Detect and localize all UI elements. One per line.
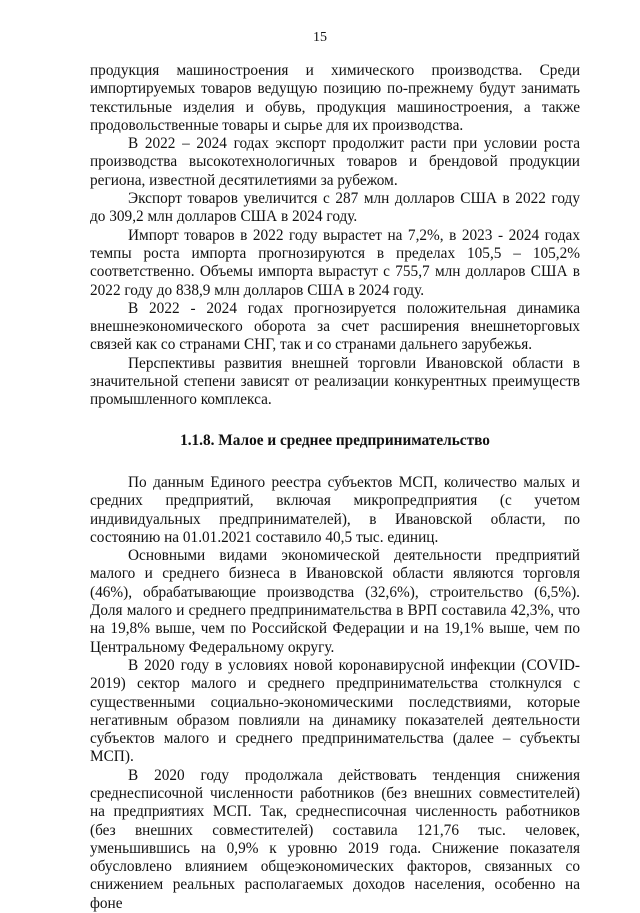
paragraph: Импорт товаров в 2022 году вырастет на 7,2%, в 2023 - 2024 годах темпы роста импорта прогнозируются в пределах 105,5 – 105,2% соответственно. Объемы импорта вырастут с 755,7 млн долларов США в 2022 году до 838,9 млн долларов США в 2024 году. xyxy=(90,226,580,299)
section-heading: 1.1.8. Малое и среднее предпринимательство xyxy=(180,431,490,449)
page-number: 15 xyxy=(313,30,327,45)
paragraph: В 2022 – 2024 годах экспорт продолжит расти при условии роста производства высокотехнологичных товаров и брендовой продукции региона, известной десятилетиями за рубежом. xyxy=(90,135,580,189)
paragraph: В 2020 году продолжала действовать тенденция снижения среднесписочной численности работников (без внешних совместителей) на предприятиях МСП. Так, среднесписочная численность работников (без внешних совместителей) составила 121,76 тыс. человек, уменьшившись на 0,9% к уровню 2019 года. Снижение показателя обусловлено влиянием общеэкономических факторов, связанных со снижением реальных располагаемых доходов населения, особенно на фоне xyxy=(90,766,580,912)
paragraph: Перспективы развития внешней торговли Ивановской области в значительной степени зависят от реализации конкурентных преимуществ промышленного комплекса. xyxy=(90,354,580,409)
paragraph: Основными видами экономической деятельности предприятий малого и среднего бизнеса в Ивановской области являются торговля (46%), обрабатывающие производства (32,6%), строительство (6,5%). Доля малого и среднего предпринимательства в ВРП составила 42,3%, что на 19,8% выше, чем по Российской Федерации и на 19,1% выше, чем по Центральному Федеральному округу. xyxy=(90,547,580,656)
paragraph: По данным Единого реестра субъектов МСП, количество малых и средних предприятий, включая микропредприятия (с учетом индивидуальных предпринимателей), в Ивановской области, по состоянию на 01.01.2021 составило 40,5 тыс. единиц. xyxy=(90,473,580,546)
paragraph: В 2022 - 2024 годах прогнозируется положительная динамика внешнеэкономического оборота за счет расширения внешнеторговых связей как со странами СНГ, так и со странами дальнего зарубежья. xyxy=(90,299,580,354)
paragraph-continuation: продукция машиностроения и химического производства. Среди импортируемых товаров ведущую позицию по-прежнему будут занимать текстильные изделия и обувь, продукция машиностроения, а также продовольственные товары и сырье для их производства. xyxy=(90,62,580,134)
paragraph: Экспорт товаров увеличится с 287 млн долларов США в 2022 году до 309,2 млн долларов США в 2024 году. xyxy=(90,190,580,226)
paragraph: В 2020 году в условиях новой коронавирусной инфекции (COVID-2019) сектор малого и среднего предпринимательства столкнулся с существенными социально-экономическими последствиями, которые негативным образом повлияли на динамику показателей деятельности субъектов малого и среднего предпринимательства (далее – субъекты МСП). xyxy=(90,656,580,766)
document-body xyxy=(90,62,580,913)
